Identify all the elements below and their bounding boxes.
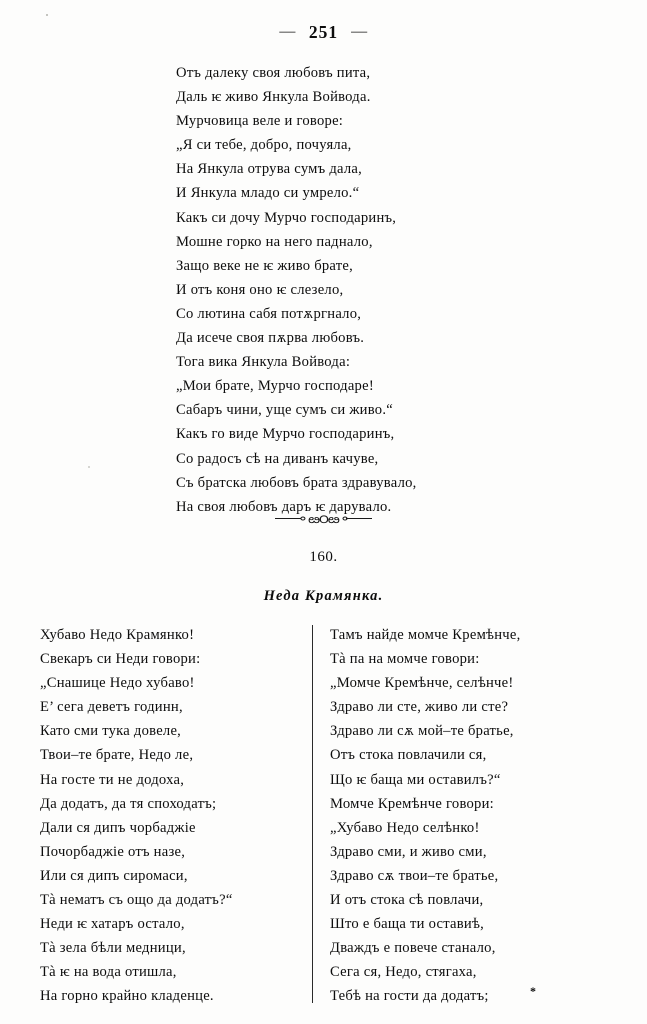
poem-line: Со радосъ сѣ на диванъ качуве, [176, 450, 379, 467]
poem-column-right [330, 623, 600, 1009]
poem-continuation [0, 61, 647, 519]
poem-line: Здраво ли сте, живо ли сте? [330, 699, 509, 716]
poem-line: Дали ся дипъ чорбаджіе [40, 819, 196, 836]
poem-line: Защо веке не ѥ живо брате, [176, 257, 354, 274]
poem-line: Тамъ найде момче Кремѣнче, [330, 627, 521, 643]
poem-line: Е’ сега деветъ годинн, [40, 699, 183, 716]
poem-line: Здраво сми, и живо сми, [330, 843, 487, 860]
signature-mark: * [530, 984, 536, 998]
paper-speck [46, 14, 48, 16]
poem-line: И отъ стока сѣ повлачи, [330, 892, 484, 909]
folio-dash-left: — [279, 23, 296, 40]
poem-line: Твои–те брате, Недо ле, [40, 747, 194, 764]
poem-line: Што е баща ти оставиѣ, [330, 916, 485, 933]
poem-line: Тога вика Янкула Войвода: [176, 354, 351, 371]
poem-line: Що ѥ баща ми оставилъ?“ [330, 771, 501, 788]
poem-line: Тà зела бѣли медници, [40, 940, 186, 957]
ornament-knot-icon: ⚬ఴ౦ఴ⚬ [296, 512, 351, 526]
poem-column-left [40, 623, 296, 1009]
poem-line: Тà ѥ на вода отишла, [40, 964, 177, 981]
poem-line: На Янкула отрува сумъ дала, [176, 161, 363, 178]
poem-line: „Я си тебе, добро, почуяла, [176, 137, 352, 154]
poem-line: И отъ коня оно ѥ слезело, [176, 281, 344, 298]
poem-line: Даль ѥ живо Янкула Войвода. [176, 89, 371, 106]
poem-line: Сабаръ чини, уще сумъ си живо.“ [176, 402, 393, 419]
poem-line: Мошне горко на него паднало, [176, 233, 373, 250]
poem-line: Здраво сѫ твои–те братье, [330, 867, 499, 884]
poem-line: На госте ти не додоха, [40, 771, 185, 788]
poem-line: Мурчовица веле и говоре: [176, 113, 344, 130]
song-number: 160. [309, 549, 338, 565]
poem-line: Здраво ли сѫ мой–те братье, [330, 723, 514, 740]
poem-line: Съ братска любовъ брата здравувало, [176, 474, 417, 491]
ornament-divider [0, 512, 647, 529]
poem-line: Неди ѥ хатаръ остало, [40, 916, 185, 933]
column-divider-rule [312, 625, 313, 1003]
poem-line: Какъ го виде Мурчо господаринъ, [176, 426, 395, 443]
poem-line: Тебѣ на гости да додатъ; [330, 988, 489, 1005]
poem-two-column [0, 623, 647, 1003]
poem-line: Почорбаджіе отъ назе, [40, 843, 186, 860]
page-number: 251 [308, 22, 339, 42]
poem-line: На своя любовъ даръ ѥ дарувало. [176, 498, 392, 515]
poem-line: „Момче Кремѣнче, селѣнче! [330, 675, 514, 692]
page-folio [0, 22, 647, 43]
poem-line: „Хубаво Недо селѣнко! [330, 819, 480, 836]
poem-line: Да исече своя пѫрва любовъ. [176, 330, 365, 347]
poem-continuation-lines [176, 61, 506, 519]
poem-line: Като сми тука довеле, [40, 723, 182, 740]
poem-line: Хубаво Недо Крамянко! [40, 627, 195, 643]
poem-line: Какъ си дочу Мурчо господаринъ, [176, 209, 397, 226]
poem-line: Тà нематъ съ ощо да додатъ?“ [40, 892, 233, 909]
poem-line: Отъ стока повлачили ся, [330, 747, 487, 764]
poem-line: Сега ся, Недо, стягаха, [330, 964, 477, 981]
folio-dash-right: — [351, 23, 368, 40]
poem-line: Тà па на момче говори: [330, 651, 480, 668]
poem-line: Со лютина сабя потѫргнало, [176, 305, 362, 322]
poem-line: На горно крайно кладенце. [40, 988, 214, 1005]
poem-line: Отъ далеку своя любовъ пита, [176, 65, 371, 81]
poem-line: Момче Кремѣнче говори: [330, 795, 494, 812]
poem-line: Да додатъ, да тя споходатъ; [40, 795, 217, 812]
poem-line: И Янкула младо си умрело.“ [176, 185, 360, 202]
song-title: Неда Крамянка. [263, 588, 384, 604]
poem-line: Или ся дипъ сиромаси, [40, 867, 188, 884]
poem-line: Дваждъ е повече станало, [330, 940, 496, 957]
poem-line: „Снашице Недо хубаво! [40, 675, 195, 692]
poem-line: Свекаръ си Неди говори: [40, 651, 201, 668]
poem-line: „Мои брате, Мурчо господаре! [176, 378, 374, 395]
